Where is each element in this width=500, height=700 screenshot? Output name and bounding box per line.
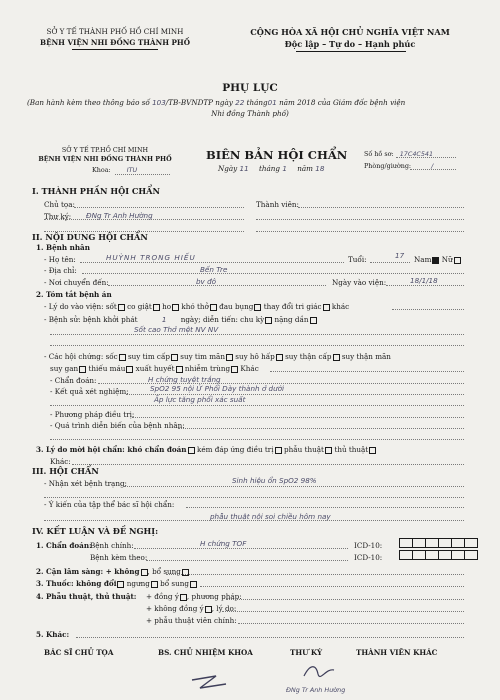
section-1-title: I. THÀNH PHẦN HỘI CHẨN (32, 186, 160, 196)
other-label: 5. Khác: (36, 630, 70, 639)
admission-date: 18/1/18 (410, 276, 438, 285)
main-surgeon-label: + phẫu thuật viên chính: (146, 616, 237, 625)
sig-head-title: BS. CHỦ NHIỆM KHOA (158, 648, 253, 657)
seizure-checkbox[interactable] (153, 304, 160, 311)
icd-boxes-1[interactable] (400, 538, 478, 548)
age-value: 17 (395, 251, 405, 260)
history-row: - Bệnh sử: bệnh khởi phát 1 ngày; diễn tiến: chu kỳ nặng dần (44, 315, 317, 324)
address-label: - Địa chỉ: (44, 266, 77, 275)
condition-label: - Nhận xét bệnh trạng: (44, 479, 127, 488)
surgery-disagree-checkbox[interactable] (205, 606, 212, 613)
paraclinical-row: 2. Cận lâm sàng: + không , bổ sung (36, 567, 189, 576)
respiratory-failure-checkbox[interactable] (276, 354, 283, 361)
worsening-checkbox[interactable] (310, 317, 317, 324)
notice-day: 22 (235, 98, 245, 107)
members-label: Thành viên: (256, 200, 299, 209)
room-bed-row: Phòng/giường: / (364, 162, 434, 170)
age-label: Tuổi: (348, 255, 367, 264)
infection-checkbox[interactable] (231, 366, 238, 373)
chair-label: Chủ tọa: (44, 200, 75, 209)
appendix-line1: (Ban hành kèm theo thông báo số 103/TB-BVNDTP ngày 22 tháng01 năm 2018 của Giám đốc bệnh viện (27, 98, 406, 107)
cyclic-checkbox[interactable] (265, 317, 272, 324)
surgery-checkbox[interactable] (325, 447, 332, 454)
opinion-value: phẫu thuật nội soi chiều hôm nay (210, 512, 331, 521)
comorbidity-label: Bệnh kèm theo: (90, 553, 148, 562)
patient-heading: 1. Bệnh nhân (36, 243, 90, 252)
invite-other-label: Khác: (50, 457, 71, 466)
dept-left-line2: BỆNH VIỆN NHI ĐỒNG THÀNH PHỐ (40, 38, 190, 47)
address-value: Bến Tre (200, 265, 228, 274)
syndromes-row-2: suy gan thiếu máu xuất huyết nhiễm trùng Khác (50, 364, 259, 373)
form-date-year: 18 (315, 164, 325, 173)
appendix-line2: Nhi đồng Thành phố) (211, 109, 289, 118)
acute-renal-failure-checkbox[interactable] (333, 354, 340, 361)
icd-boxes-2[interactable] (400, 550, 478, 560)
condition-value: Sinh hiệu ổn SpO2 98% (232, 476, 317, 485)
anemia-checkbox[interactable] (126, 366, 133, 373)
medication-row: 3. Thuốc: không đổi ngưng bổ sung (36, 579, 197, 588)
male-checkbox[interactable] (432, 257, 439, 264)
referred-from-label: - Nơi chuyển đến: (44, 278, 109, 287)
record-number: 17C4C541 (399, 150, 434, 158)
medication-keep-checkbox[interactable] (117, 581, 124, 588)
procedure-checkbox[interactable] (369, 447, 376, 454)
icd-label-2: ICD-10: (354, 553, 383, 562)
surgery-disagree-row: + không đồng ý , lý do: (146, 604, 237, 613)
icd-label-1: ICD-10: (354, 541, 383, 550)
medication-add-checkbox[interactable] (190, 581, 197, 588)
khoa-value: ITU (126, 166, 138, 174)
onset-days: 1 (161, 315, 167, 324)
secretary-label: Thư ký: (44, 212, 72, 221)
republic-title: CỘNG HÒA XÃ HỘI CHỦ NGHĨA VIỆT NAM (250, 27, 450, 37)
notice-month: 01 (267, 98, 277, 107)
form-dept-line2: BỆNH VIỆN NHI ĐỒNG THÀNH PHỐ (38, 155, 172, 163)
form-title: BIÊN BẢN HỘI CHẨN (206, 148, 348, 162)
admission-date-label: Ngày vào viện: (332, 278, 387, 287)
final-diagnosis-label: 1. Chẩn đoán: (36, 541, 92, 550)
motto: Độc lập – Tự do – Hạnh phúc (284, 39, 416, 49)
form-date-day: 11 (239, 164, 249, 173)
female-checkbox[interactable] (454, 257, 461, 264)
progress-label: - Quá trình diễn biến của bệnh nhân: (50, 421, 185, 430)
paraclinical-none-checkbox[interactable] (141, 569, 148, 576)
abdominal-pain-checkbox[interactable] (254, 304, 261, 311)
opinion-label: - Ý kiến của tập thể bác sĩ hội chẩn: (44, 500, 175, 509)
invite-reason-row: 3. Lý do mời hội chẩn: khó chẩn đoán kém đáp ứng điều trị phẫu thuật thủ thuật (36, 445, 376, 454)
difficult-diagnosis-checkbox[interactable] (188, 447, 195, 454)
shock-checkbox[interactable] (119, 354, 126, 361)
gender-row: Nam Nữ (414, 255, 461, 264)
surgery-agree-checkbox[interactable] (180, 594, 187, 601)
history-value: Sốt cao Thở mệt NV NV (134, 325, 219, 334)
bleeding-checkbox[interactable] (176, 366, 183, 373)
poor-response-checkbox[interactable] (275, 447, 282, 454)
section-4-title: IV. KẾT LUẬN VÀ ĐỀ NGHỊ: (32, 526, 159, 536)
section-2-title: II. NỘI DUNG HỘI CHẨN (32, 232, 148, 242)
dyspnea-checkbox[interactable] (210, 304, 217, 311)
notice-number: 103 (152, 98, 166, 107)
chronic-heart-failure-checkbox[interactable] (226, 354, 233, 361)
section-3-title: III. HỘI CHẨN (32, 466, 99, 476)
secretary-name: ĐNg Tr Anh Hường (286, 686, 346, 694)
lab-results-value: SpO2 95 nội Ứ Phổi Dày thành ở dưới (150, 384, 285, 393)
patient-name-label: - Họ tên: (44, 255, 76, 264)
sig-members-title: THÀNH VIÊN KHÁC (356, 648, 438, 657)
sig-secretary-title: THƯ KÝ (290, 648, 323, 657)
room-bed: / (431, 162, 434, 170)
head-signature (186, 660, 236, 694)
form-date: Ngày 11 tháng 1 năm 18 (218, 164, 325, 173)
secretary-value: ĐNg Tr Anh Hường (86, 211, 153, 220)
liver-failure-checkbox[interactable] (79, 366, 86, 373)
dept-left-line1: SỞ Y TẾ THÀNH PHỐ HỒ CHÍ MINH (46, 27, 184, 36)
acute-heart-failure-checkbox[interactable] (171, 354, 178, 361)
record-number-row: Số hồ sơ: 17C4C541 (364, 150, 434, 158)
secretary-signature (300, 660, 340, 684)
main-disease-value: H chứng TOF (200, 539, 247, 548)
syndromes-row-1: - Các hội chứng: sốc suy tim cấp suy tim mãn suy hô hấp suy thận cấp suy thận mãn (44, 352, 391, 361)
surgery-agree-row: + đồng ý , phương pháp: (146, 592, 242, 601)
khoa-row: Khoa: ITU (92, 166, 138, 174)
diagnosis-value: H chứng tuyệt trắng (148, 375, 221, 384)
diagnosis-label: - Chẩn đoán: (50, 376, 97, 385)
sig-chair-title: BÁC SĨ CHỦ TỌA (44, 648, 114, 657)
referred-from-value: bv đô (196, 277, 217, 286)
patient-name: HUỲNH TRỌNG HIẾU (106, 253, 196, 262)
cough-checkbox[interactable] (172, 304, 179, 311)
admission-reasons: - Lý do vào viện: sốt co giật ho khó thở đau bụng thay đổi tri giác khác (44, 302, 350, 311)
form-date-month: 1 (282, 164, 287, 173)
lab-results-label: - Kết quả xét nghiệm: (50, 387, 129, 396)
case-summary-heading: 2. Tóm tắt bệnh án (36, 290, 112, 299)
main-disease-label: Bệnh chính: (90, 541, 134, 550)
consciousness-checkbox[interactable] (323, 304, 330, 311)
medication-stop-checkbox[interactable] (151, 581, 158, 588)
lab-results-value-2: Ấp lực tăng phổi xác suất (154, 395, 246, 404)
fever-checkbox[interactable] (118, 304, 125, 311)
surgery-label: 4. Phẫu thuật, thủ thuật: (36, 592, 137, 601)
appendix-title: PHỤ LỤC (222, 82, 278, 94)
treatment-method-label: - Phương pháp điều trị: (50, 410, 135, 419)
form-dept-line1: SỞ Y TẾ TP.HỒ CHÍ MINH (61, 146, 149, 154)
